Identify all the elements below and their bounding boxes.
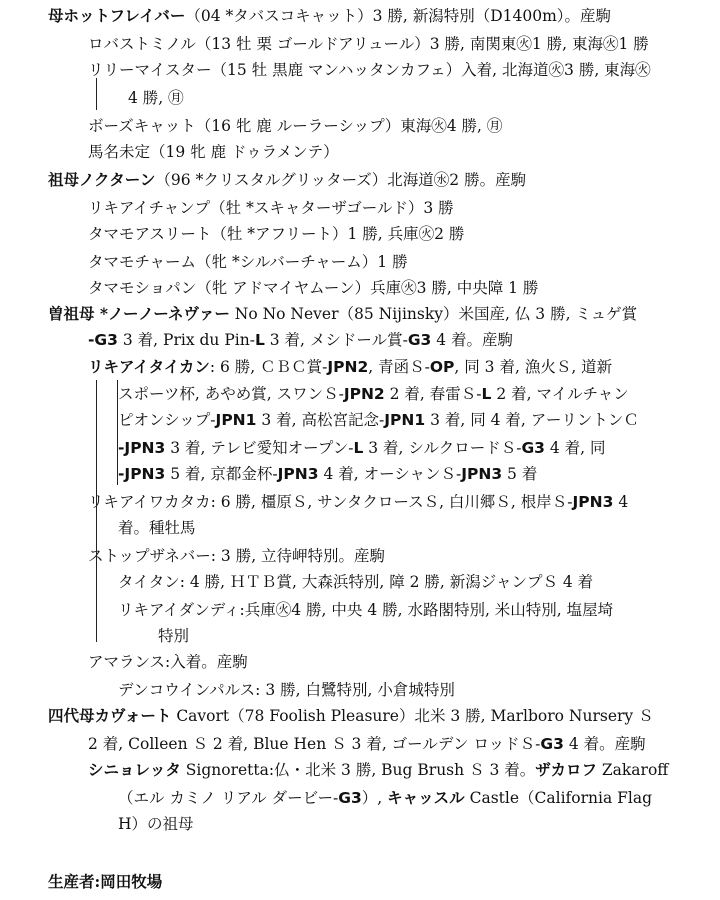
text-segment: 4 (613, 493, 629, 511)
text-line (48, 870, 162, 894)
text-segment: , 青函Ｓ- (368, 358, 430, 376)
text-segment: ストップザネバー: 3 勝, 立待岬特別。産駒 (88, 547, 386, 565)
text-line (118, 786, 652, 810)
heading-text: 生産者:岡田牧場 (48, 872, 163, 891)
grade-label: G3 (540, 735, 564, 753)
grade-label: -G3 (88, 331, 118, 349)
grade-label: OP (429, 358, 455, 376)
text-line (118, 408, 639, 432)
text-segment: Signoretta:仏・北米 3 勝, Bug Brush Ｓ 3 着。 (180, 761, 536, 779)
text-segment: 2 着, Colleen Ｓ 2 着, Blue Hen Ｓ 3 着, ゴールデン ロッドＳ- (88, 735, 541, 753)
text-segment: 4 着, オーシャンＳ- (318, 465, 462, 483)
text-segment: リキアイチャンプ（牡 *スキャターザゴールド）3 勝 (88, 199, 454, 217)
text-segment: タイタン: 4 勝, ＨＴＢ賞, 大森浜特別, 障 2 勝, 新潟ジャンプＳ 4 着 (118, 573, 594, 591)
grade-label: JPN2 (327, 358, 369, 376)
text-line (88, 490, 628, 514)
text-segment: 馬名未定（19 牝 鹿 ドゥラメンテ） (88, 143, 339, 161)
tree-line-4 (96, 506, 97, 536)
text-segment: , 同 3 着, 漁火Ｓ, 道新 (454, 358, 613, 376)
grade-label: JPN3 (461, 465, 503, 483)
text-line (48, 4, 611, 28)
text-segment: 4 勝, ㊊ (128, 89, 184, 107)
text-line (88, 114, 502, 138)
text-segment: 4 着。産駒 (563, 735, 646, 753)
text-line (88, 222, 464, 246)
grade-label: JPN1 (384, 411, 426, 429)
text-segment: リリーマイスター（15 牡 黒鹿 マンハッタンカフェ）入着, 北海道㊋3 勝, 東海㊋ (88, 61, 651, 79)
text-segment: Zakaroff (596, 761, 669, 779)
grade-label: G3 (338, 789, 362, 807)
text-segment: 3 着, テレビ愛知オープン- (165, 439, 354, 457)
text-line (88, 196, 454, 220)
text-line (88, 544, 385, 568)
tree-line-1 (96, 78, 97, 110)
text-segment: 5 着, 京都金杯- (165, 465, 278, 483)
text-segment: デンコウインパルス: 3 勝, 白鷺特別, 小倉城特別 (118, 681, 455, 699)
text-segment: 3 着, シルクロードＳ- (363, 439, 522, 457)
grade-label: JPN3 (572, 493, 614, 511)
text-segment: 2 着, マイルチャン (491, 385, 629, 403)
text-segment: No No Never（85 Nijinsky）米国産, 仏 3 勝, ミュゲ賞 (229, 305, 638, 323)
text-segment: （96 *クリスタルグリッターズ）北海道㊌2 勝。産駒 (155, 171, 527, 189)
heading-text: シニョレッタ (88, 760, 181, 779)
heading-text: 母ホットフレイバー (48, 6, 186, 25)
grade-label: リキアイタイカン (88, 358, 210, 376)
text-line (48, 302, 637, 326)
text-line (118, 516, 196, 540)
grade-label: -JPN3 (118, 439, 166, 457)
text-line (128, 86, 184, 110)
text-line (118, 570, 593, 594)
text-segment: ロバストミノル（13 牡 栗 ゴールドアリュール）3 勝, 南関東㊋1 勝, 東海㊋1 勝 (88, 35, 649, 53)
text-segment: リキアイダンディ:兵庫㊋4 勝, 中央 4 勝, 水路閣特別, 米山特別, 塩屋埼 (118, 601, 614, 619)
heading-text: 祖母ノクターン (48, 170, 156, 189)
text-segment: タマモチャーム（牝 *シルバーチャーム）1 勝 (88, 253, 408, 271)
heading-text: 曽祖母 (48, 304, 100, 323)
tree-line-3 (117, 380, 118, 485)
text-line (48, 168, 526, 192)
text-line (88, 250, 408, 274)
text-line (48, 704, 654, 728)
text-line (88, 276, 538, 300)
text-segment: H）の祖母 (118, 815, 194, 833)
text-line (118, 598, 613, 622)
text-segment: リキアイワカタカ: 6 勝, 橿原Ｓ, サンタクロースＳ, 白川郷Ｓ, 根岸Ｓ- (88, 493, 573, 511)
text-line (158, 624, 189, 648)
grade-label: L (353, 439, 364, 457)
text-segment: 着。種牡馬 (118, 519, 196, 537)
heading-text: *ノーノーネヴァー (99, 304, 230, 323)
grade-label: L (481, 385, 492, 403)
text-segment: Cavort（78 Foolish Pleasure）北米 3 勝, Marlboro Nursery Ｓ (171, 707, 654, 725)
text-line (88, 58, 651, 82)
text-segment: （04 *タバスコキャット）3 勝, 新潟特別（D1400m）。産駒 (185, 7, 612, 25)
text-line (118, 436, 606, 460)
text-segment: 4 着。産駒 (431, 331, 514, 349)
text-segment: 2 着, 春雷Ｓ- (384, 385, 482, 403)
text-segment: 5 着 (502, 465, 538, 483)
text-segment: ピオンシップ- (118, 411, 216, 429)
text-segment: アマランス:入着。産駒 (88, 653, 248, 671)
text-segment: ボーズキャット（16 牝 鹿 ルーラーシップ）東海㊋4 勝, ㊊ (88, 117, 503, 135)
text-segment: タマモショパン（牝 アドマイヤムーン）兵庫㊋3 勝, 中央障 1 勝 (88, 279, 539, 297)
text-segment: 3 着, Prix du Pin- (117, 331, 255, 349)
text-line (88, 758, 668, 782)
grade-label: G3 (521, 439, 545, 457)
text-line (88, 328, 513, 352)
grade-label: ザカロフ (535, 761, 597, 779)
text-segment: Castle（California Flag (464, 789, 652, 807)
grade-label: JPN2 (343, 385, 385, 403)
text-segment: 4 着, 同 (544, 439, 606, 457)
text-line (118, 382, 629, 406)
text-segment: タマモアスリート（牡 *アフリート）1 勝, 兵庫㊋2 勝 (88, 225, 465, 243)
text-segment: スポーツ杯, あやめ賞, スワンＳ- (118, 385, 344, 403)
text-line (88, 355, 612, 379)
text-line (88, 32, 649, 56)
text-segment: 特別 (158, 627, 190, 645)
text-line (118, 462, 537, 486)
grade-label: JPN1 (215, 411, 257, 429)
heading-text: 四代母カヴォート (48, 706, 172, 725)
text-line (88, 140, 339, 164)
text-segment: : 6 勝, ＣＢＣ賞- (209, 358, 328, 376)
grade-label: JPN3 (277, 465, 319, 483)
text-line (118, 678, 455, 702)
text-line (88, 650, 248, 674)
grade-label: -JPN3 (118, 465, 166, 483)
text-segment: ）, (361, 789, 388, 807)
text-line (88, 732, 646, 756)
grade-label: L (254, 331, 265, 349)
text-line (118, 812, 194, 836)
text-segment: 3 着, 高松宮記念- (256, 411, 385, 429)
text-segment: 3 着, 同 4 着, アーリントンＣ (425, 411, 639, 429)
grade-label: G3 (407, 331, 432, 349)
text-segment: （エル カミノ リアル ダービー- (118, 789, 339, 807)
text-segment: 3 着, メシドール賞- (264, 331, 408, 349)
grade-label: キャッスル (387, 789, 465, 807)
